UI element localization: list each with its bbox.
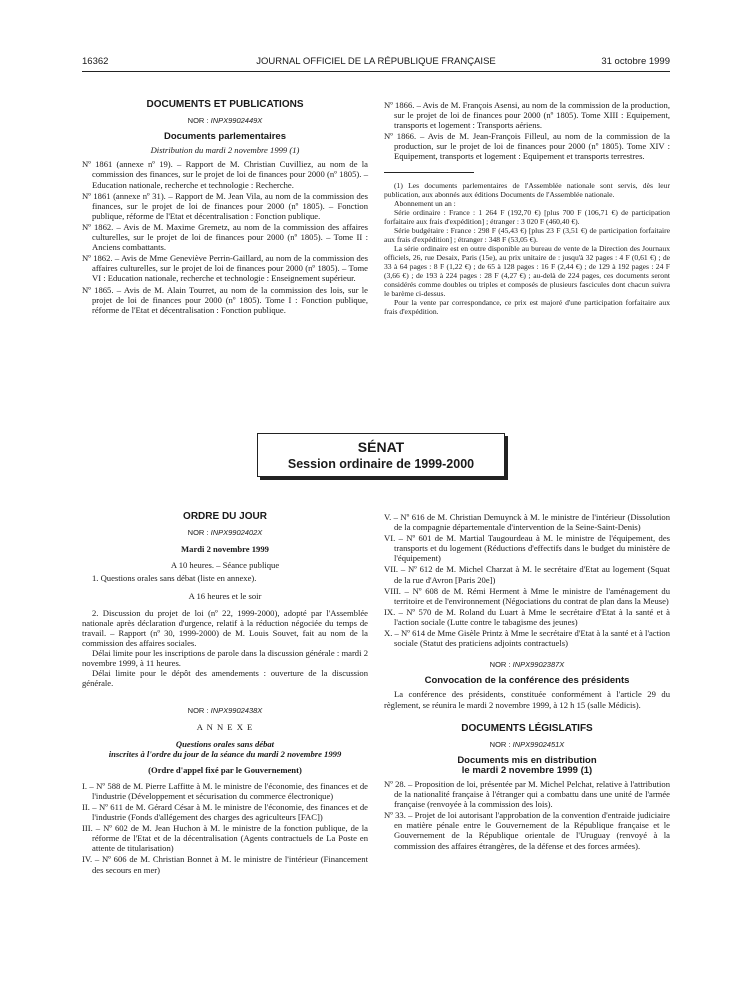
ordre-appel: (Ordre d'appel fixé par le Gouvernement) — [148, 764, 302, 775]
question-2: 2. Discussion du projet de loi (nº 22, 1999-2000), adopté par l'Assemblée nationale après déclaration d'urgence, relatif à la réduction négociée du temps de travail. – Rapport (nº 30, 1999-2000) de M. Louis Souvet, fait au nom de la commission des affaires sociales. — [82, 607, 368, 648]
nor-code: INPX9902387X — [512, 660, 565, 670]
nor-line: NOR : INPX9902402X — [187, 528, 263, 538]
list-item: III. – Nº 602 de M. Jean Huchon à M. le ministre de la fonction publique, de la réforme de l'Etat et de la décentralisation (Agents contractuels de La Poste en attente de titularisation) — [82, 823, 368, 854]
list-item: X. – Nº 614 de Mme Gisèle Printz à Mme le secrétaire d'Etat à la santé et à l'action sociale (Statut des praticiens adjoints contractuels) — [384, 628, 670, 649]
senat-title: SÉNAT — [357, 439, 405, 455]
serie-budgetaire: Série budgétaire : France : 298 F (45,43 €) [plus 23 F (3,51 €) de participation forfaitaire aux frais d'expédition] ; étranger : 348 F (53,05 €). — [384, 225, 670, 244]
nor-line: NOR : INPX9902451X — [489, 739, 565, 749]
ordre-date: Mardi 2 novembre 1999 — [181, 544, 269, 555]
correspondance-info: Pour la vente par correspondance, ce prix est majoré d'une participation forfaitaire aux frais d'expédition. — [384, 297, 670, 316]
abonnement-label: Abonnement un an : — [394, 198, 456, 208]
list-item: Nº 1862. – Avis de M. Maxime Gremetz, au nom de la commission des affaires culturelles, sur le projet de loi de finances pour 2000 (nº 1805). – Tome II : Anciens combattants. — [82, 221, 368, 253]
ordre-right-column — [384, 512, 670, 852]
ordre-du-jour-column — [82, 512, 368, 876]
senat-banner — [257, 433, 505, 477]
list-item: Nº 1861 (annexe nº 31). – Rapport de M. Jean Vila, au nom de la commission des finances, sur le projet de loi de finances pour 2000 (nº 1805). – Fonction publique, réforme de l'Etat et décentralisation : Fonction publique. — [82, 190, 368, 221]
convocation-title: Convocation de la conférence des présidents — [424, 675, 630, 687]
documents-subtitle: Documents parlementaires — [164, 131, 286, 143]
nor-code: INPX9902402X — [210, 528, 263, 538]
nor-line: NOR : INPX9902387X — [489, 660, 565, 670]
nor-code: INPX9902438X — [210, 706, 263, 716]
list-item: Nº 1862. – Avis de Mme Geneviève Perrin-Gaillard, au nom de la commission des affaires culturelles, sur le projet de loi de finances pour 2000 (nº 1805). – Tome VI : Education nationale, recherche et technologie : Enseignement supérieur. — [82, 253, 368, 284]
list-item: I. – Nº 588 de M. Pierre Laffitte à M. le ministre de l'économie, des finances et de l'industrie (Développement et sécurisation du commerce électronique) — [82, 780, 368, 801]
list-item: Nº 28. – Proposition de loi, présentée par M. Michel Pelchat, relative à l'attribution de la nationalité française à l'étranger qui a combattu dans une unité de l'armée française (renvoyée à la commission des lois). — [384, 778, 670, 810]
seance-morning: A 10 heures. – Séance publique — [170, 560, 280, 571]
ordre-title: ORDRE DU JOUR — [183, 511, 267, 522]
footnote-divider — [384, 172, 474, 173]
nor-line: NOR : INPX9902449X — [187, 116, 263, 126]
list-item: VII. – Nº 612 de M. Michel Charzat à M. le secrétaire d'Etat au logement (Squat de la rue d'Avron [Paris 20e]) — [384, 564, 670, 585]
delai-inscriptions: Délai limite pour les inscriptions de parole dans la discussion générale : mardi 2 novembre 1999, à 11 heures. — [82, 647, 368, 669]
page-number: 16362 — [82, 56, 109, 67]
list-item: Nº 1866. – Avis de M. Jean-François Filleul, au nom de la commission de la production, sur le projet de loi de finances pour 2000 (nº 1805). Tome XIV : Equipement, transports et logement : Equipement et transports terrestres. — [384, 131, 670, 162]
nor-code: INPX9902449X — [210, 116, 263, 126]
session-title: Session ordinaire de 1999-2000 — [287, 457, 475, 471]
page-header — [82, 56, 670, 70]
footnote: (1) Les documents parlementaires de l'Assemblée nationale sont servis, dès leur publication, aux abonnés aux éditions Documents de l'Assemblée nationale. — [384, 180, 670, 199]
delai-amendements: Délai limite pour le dépôt des amendements : ouverture de la discussion générale. — [82, 668, 368, 689]
nor-line: NOR : INPX9902438X — [187, 706, 263, 716]
annexe-subtitle-2: inscrites à l'ordre du jour de la séance du mardi 2 novembre 1999 — [108, 748, 342, 759]
list-item: VIII. – Nº 608 de M. Rémi Herment à Mme le ministre de l'aménagement du territoire et de l'environnement (Négociations du contrat de plan dans la Meuse) — [384, 585, 670, 606]
header-rule — [82, 71, 670, 72]
documents-right-column — [384, 100, 670, 316]
question-1: 1. Questions orales sans débat (liste en annexe). — [92, 573, 257, 584]
annexe-title: A N N E X E — [196, 722, 254, 733]
legislatifs-title: DOCUMENTS LÉGISLATIFS — [461, 722, 593, 734]
vente-info: La série ordinaire est en outre disponible au bureau de vente de la Direction des Journaux officiels, 26, rue Desaix, Paris (15e), au prix unitaire de : jusqu'à 32 pages : 4 F (0,61 €) ; de 33 à 64 pages : 8 F (1,22 €) ; de 65 à 128 pages : 16 F (2,44 €) ; de 129 à 192 pages : 24 F (3,66 €) ; de 193 à 224 pages : 28 F (4,27 €) ; au-delà de 224 pages, ces documents seront considérés comme doubles ou triples et composés de plusieurs fascicules dont chacun suivra le barème ci-dessus. — [384, 243, 670, 298]
list-item: Nº 1861 (annexe nº 19). – Rapport de M. Christian Cuvilliez, au nom de la commission des finances, sur le projet de loi de finances pour 2000 (nº 1805). – Education nationale, recherche et technologie : Recherche. — [82, 159, 368, 190]
list-item: Nº 33. – Projet de loi autorisant l'approbation de la convention d'entraide judiciaire en matière pénale entre le Gouvernement de la République française et le Gouvernement de la République orientale de l'Uruguay (renvoyé à la commission des affaires étrangères, de la défense et des forces armées). — [384, 810, 670, 851]
nor-code: INPX9902451X — [512, 739, 565, 749]
convocation-text: La conférence des présidents, constituée conformément à l'article 29 du règlement, se réunira le mardi 2 novembre 1999, à 12 h 15 (salle Médicis). — [384, 689, 670, 710]
list-item: V. – Nº 616 de M. Christian Demuynck à M. le ministre de l'intérieur (Dissolution de la compagnie départementale d'intervention de la Seine-Saint-Denis) — [384, 512, 670, 533]
list-item: II. – Nº 611 de M. Gérard César à M. le ministre de l'économie, des finances et de l'industrie (Fonds d'allégement des charges des agriculteurs [FAC]) — [82, 801, 368, 823]
annexe-subtitle-1: Questions orales sans débat — [175, 738, 275, 749]
list-item: Nº 1866. – Avis de M. François Asensi, au nom de la commission de la production, sur le projet de loi de finances pour 2000 (nº 1805). Tome XIII : Equipement, transports et logement : Transports aériens. — [384, 100, 670, 131]
documents-publications-column — [82, 100, 368, 316]
list-item: VI. – Nº 601 de M. Martial Taugourdeau à M. le ministre de l'équipement, des transports et du logement (Réductions d'effectifs dans le budget du ministère de l'équipement) — [384, 533, 670, 564]
legislatifs-subtitle-2: le mardi 2 novembre 1999 (1) — [461, 764, 593, 776]
seance-afternoon: A 16 heures et le soir — [188, 591, 262, 602]
documents-title: DOCUMENTS ET PUBLICATIONS — [146, 99, 304, 110]
list-item: Nº 1865. – Avis de M. Alain Tourret, au nom de la commission des lois, sur le projet de loi de finances pour 2000 (nº 1805). Tome I : Fonction publique, réforme de l'Etat et décentralisation : Fonction publique. — [82, 284, 368, 315]
distribution-date: Distribution du mardi 2 novembre 1999 (1) — [150, 145, 300, 156]
list-item: IX. – Nº 570 de M. Roland du Luart à Mme le secrétaire d'Etat à la santé et à l'action sociale (Lutte contre le tabagisme des jeunes) — [384, 606, 670, 627]
issue-date: 31 octobre 1999 — [601, 56, 670, 67]
serie-ordinaire: Série ordinaire : France : 1 264 F (192,70 €) [plus 700 F (106,71 €) de participation forfaitaire aux frais d'expédition] ; étranger : 3 020 F (460,40 €). — [384, 207, 670, 226]
journal-title: JOURNAL OFFICIEL DE LA RÉPUBLIQUE FRANÇAISE — [256, 56, 496, 67]
list-item: IV. – Nº 606 de M. Christian Bonnet à M. le ministre de l'intérieur (Financement des secours en mer) — [82, 854, 368, 875]
legislatifs-subtitle-1: Documents mis en distribution — [457, 754, 597, 766]
